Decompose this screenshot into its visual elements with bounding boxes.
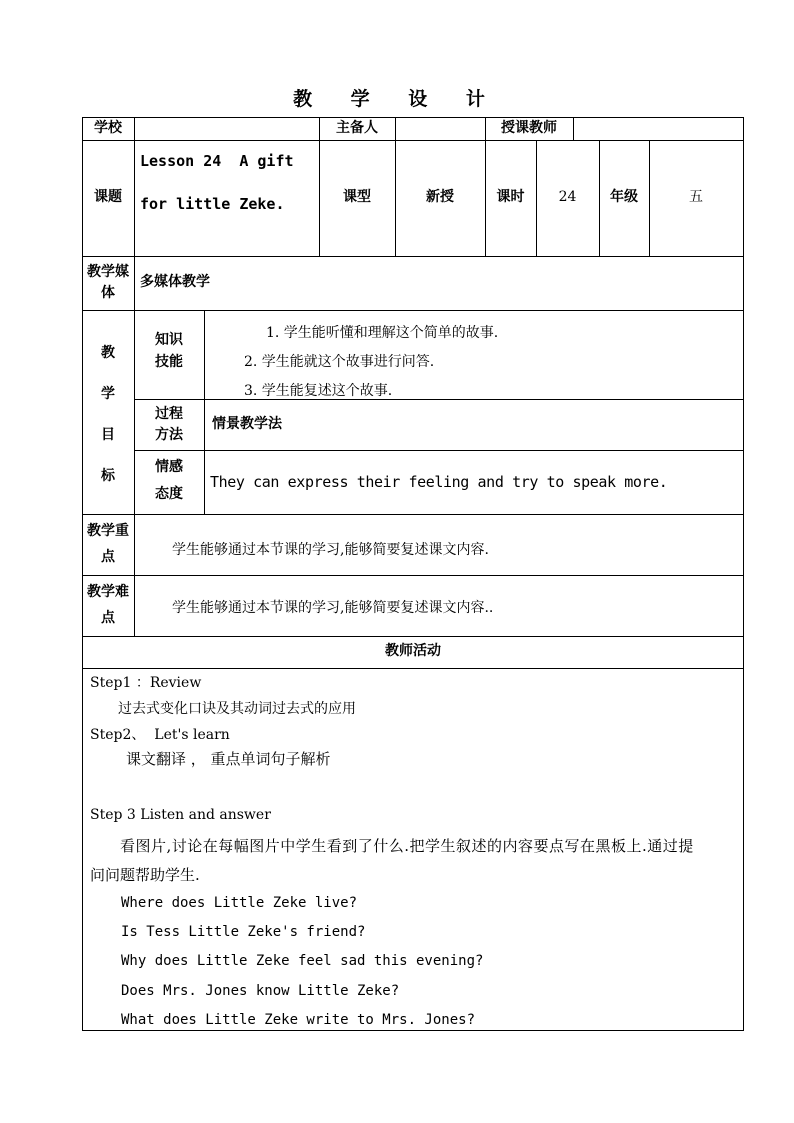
step3-paragraph-line-2: 问问题帮助学生. xyxy=(90,866,200,884)
step3-title: Step 3 Listen and answer xyxy=(90,807,271,823)
type-value: 新授 xyxy=(426,189,454,206)
grade-value: 五 xyxy=(689,189,703,206)
grade-label: 年级 xyxy=(610,189,638,206)
emotion-label: 情感态度 xyxy=(155,459,183,502)
process-value: 情景教学法 xyxy=(212,415,282,432)
difficulties-label: 教学难点 xyxy=(87,584,129,626)
step2-title: Step2、 Let's learn xyxy=(90,727,230,743)
step3-paragraph-line-1: 看图片,讨论在每幅图片中学生看到了什么.把学生叙述的内容要点写在黑板上.通过提 xyxy=(120,837,694,855)
objectives-label xyxy=(82,310,134,514)
knowledge-item-2: 2. 学生能就这个故事进行问答. xyxy=(244,354,435,370)
emotion-value: They can express their feeling and try to speak more. xyxy=(210,473,668,491)
step1-text: 过去式变化口诀及其动词过去式的应用 xyxy=(118,701,356,717)
prep-label: 主备人 xyxy=(336,119,378,136)
step1-title: Step1 ：Review xyxy=(90,675,202,691)
knowledge-item-3: 3. 学生能复述这个故事. xyxy=(244,383,393,399)
question-3: Why does Little Zeke feel sad this evening? xyxy=(121,953,484,969)
difficulties-value: 学生能够通过本节课的学习,能够简要复述课文内容.. xyxy=(172,600,494,616)
topic-line-1: Lesson 24 A gift xyxy=(140,152,294,170)
activities-header: 教师活动 xyxy=(385,643,441,660)
question-5: What does Little Zeke write to Mrs. Jones? xyxy=(121,1012,476,1028)
school-label: 学校 xyxy=(94,119,122,136)
type-label: 课型 xyxy=(343,189,371,206)
media-value: 多媒体教学 xyxy=(140,274,210,291)
objectives-char-2: 学 xyxy=(101,386,115,402)
knowledge-label: 知识技能 xyxy=(155,332,183,370)
teacher-value xyxy=(573,117,743,140)
step2-text: 课文翻译 ， 重点单词句子解析 xyxy=(126,750,331,768)
topic-line-2: for little Zeke. xyxy=(140,195,285,213)
prep-value xyxy=(395,117,485,140)
objectives-char-3: 目 xyxy=(101,427,115,443)
media-label: 教学媒体 xyxy=(87,264,129,301)
topic-label: 课题 xyxy=(94,189,122,206)
objectives-char-4: 标 xyxy=(101,468,115,484)
teacher-label: 授课教师 xyxy=(501,119,557,136)
school-value xyxy=(134,117,319,140)
key-points-value: 学生能够通过本节课的学习,能够简要复述课文内容. xyxy=(172,542,489,558)
objectives-char-1: 教 xyxy=(101,345,115,361)
question-1: Where does Little Zeke live? xyxy=(121,895,358,911)
key-points-label: 教学重点 xyxy=(87,523,129,565)
process-label: 过程方法 xyxy=(155,406,183,443)
question-4: Does Mrs. Jones know Little Zeke? xyxy=(121,983,400,999)
question-2: Is Tess Little Zeke's friend? xyxy=(121,924,366,940)
knowledge-item-1: 1. 学生能听懂和理解这个简单的故事. xyxy=(266,325,499,341)
period-value: 24 xyxy=(558,189,577,206)
period-label: 课时 xyxy=(496,189,525,206)
page-title: 教 学 设 计 xyxy=(293,88,501,110)
